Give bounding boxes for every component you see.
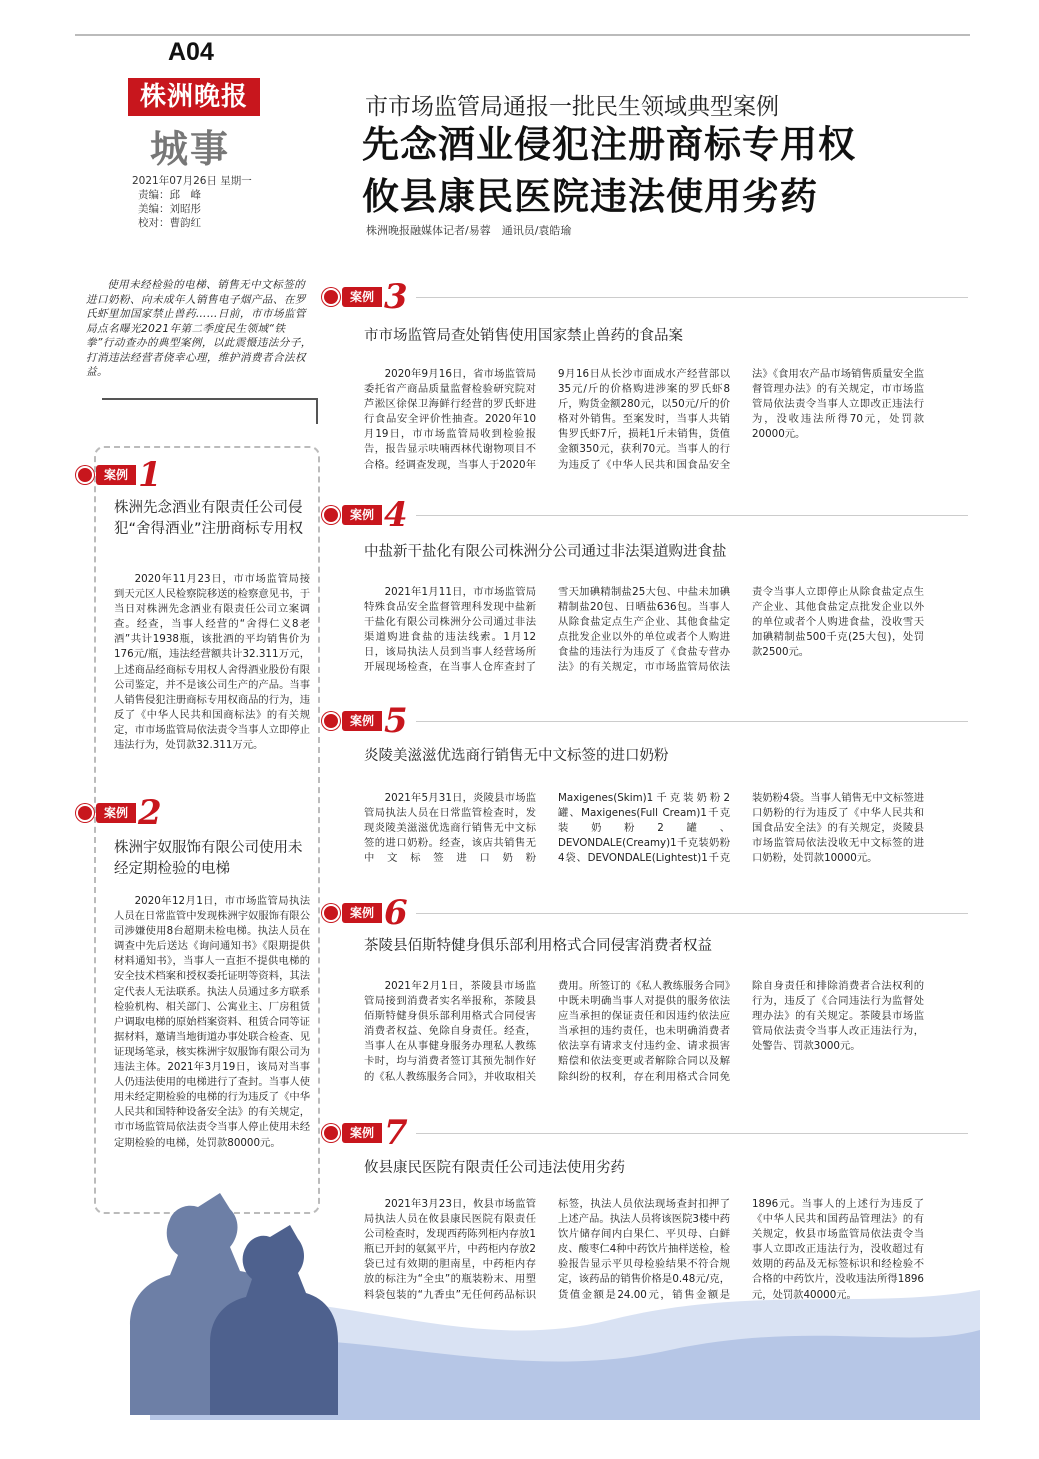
case-2 [76, 793, 316, 833]
case-rule [416, 721, 968, 722]
pin-icon [322, 712, 340, 730]
case-label: 案例 [342, 505, 382, 525]
case-number: 7 [384, 1113, 408, 1153]
case-5-body: 2021年5月31日，炎陵县市场监管局执法人员在日常监管检查时，发现炎陵美滋滋优选商行销售无中文标签的进口奶粉。经查，该店共销售无中文标签进口奶粉Maxigenes(Skim)1千克装奶粉2罐、Maxigenes(Full Cream)1千克装奶粉2罐、DEVONDALE(Creamy)1千克装奶粉4袋、DEVONDALE(Lightest)1千克装奶粉4袋。当事人销售无中文标签进口奶粉的行为违反了《中华人民共和国食品安全法》的有关规定，炎陵县市场监管局依法没收无中文标签的进口奶粉，处罚款10000元。 [364, 792, 924, 865]
case-6-body: 2021年2月1日，茶陵县市场监管局接到消费者实名举报称，茶陵县佰斯特健身俱乐部利用格式合同侵害消费者权益、免除自身责任。经查，当事人在从事健身服务办理私人教练卡时，均与消费者签订其预先制作好的《私人教练服务合同》，并收取相关费用。所签订的《私人教练服务合同》中既未明确当事人对提供的服务依法应当承担的保证责任和因违约依法应当承担的违约责任，也未明确消费者依法享有请求支付违约金、请求损害赔偿和依法变更或者解除合同以及解除纠纷的权利，存在利用格式合同免除自身责任和排除消费者合法权利的行为，违反了《合同违法行为监督处理办法》的有关规定。茶陵县市场监管局依法责令当事人改正违法行为，处警告、罚款3000元。 [364, 980, 924, 1083]
case-tag [322, 277, 968, 317]
pin-icon [322, 288, 340, 306]
article-headline [362, 119, 856, 223]
article-subtitle: 市市场监管局通报一批民生领域典型案例 [365, 94, 779, 120]
case-1-body: 2020年11月23日，市市场监管局接到天元区人民检察院移送的检察意见书，于当日对株洲先念酒业有限责任公司立案调查。经查，当事人经营的“舍得仁义8老酒”共计1938瓶，该批酒的平均销售价为176元/瓶，违法经营额共计32.311万元，上述商品经商标专用权人舍得酒业股份有限公司鉴定，并不是该公司生产的产品。当事人销售侵犯注册商标专用权商品的行为，违反了《中华人民共和国商标法》的有关规定，市市场监管局依法责令当事人立即停止违法行为，处罚款32.311万元。 [114, 573, 310, 752]
pin-icon [322, 506, 340, 524]
case-tag [322, 495, 968, 535]
intro-paragraph: 使用未经检验的电梯、销售无中文标签的进口奶粉、向未成年人销售电子烟产品、在罗氏虾里加国家禁止兽药……日前，市市场监管局点名曝光2021年第二季度民生领域“铁拳”行动查办的典型案例，以此震慑违法分子，打消违法经营者侥幸心理，维护消费者合法权益。 [86, 279, 312, 378]
case-2-body: 2020年12月1日，市市场监管局执法人员在日常监管中发现株洲宇奴服饰有限公司涉嫌使用8台超期未检电梯。执法人员在调查中先后送达《询问通知书》《限期提供材料通知书》，当事人一直拒不提供电梯的安全技术档案和授权委托证明等资料，其法定代表人无法联系。执法人员通过多方联系检验机构、相关部门、公寓业主、厂房租赁户调取电梯的原始档案资料、租赁合同等证据材料，邀请当地街道办事处联合检查、见证现场笔录，核实株洲宇奴服饰有限公司为违法主体。2021年3月19日，该局对当事人仍违法使用的电梯进行了查封。当事人使用未经定期检验的电梯的行为违反了《中华人民共和国特种设备安全法》的有关规定，市市场监管局依法责令当事人停止使用未经定期检验的电梯，处罚款80000元。 [114, 895, 310, 1149]
case-1-title: 株洲先念酒业有限责任公司侵犯“舍得酒业”注册商标专用权 [114, 500, 304, 537]
case-rule [416, 1133, 968, 1134]
pin-icon [76, 466, 94, 484]
proofreader: 校对：曹韵红 [138, 217, 201, 229]
saluting-police-silhouette [100, 1175, 340, 1415]
case-number: 1 [138, 455, 162, 495]
pin-icon [322, 904, 340, 922]
intro-rule [102, 398, 316, 400]
case-rule [416, 913, 968, 914]
case-tag [76, 455, 316, 495]
case-number: 4 [384, 495, 408, 535]
case-7-title: 攸县康民医院有限责任公司违法使用劣药 [364, 1160, 625, 1176]
case-number: 6 [384, 893, 408, 933]
byline: 株洲晚报融媒体记者/易蓉 通讯员/袁皓瑜 [366, 224, 572, 237]
case-number: 5 [384, 701, 408, 741]
case-tag [76, 793, 316, 833]
case-3 [322, 277, 968, 477]
case-tag [322, 893, 968, 933]
case-label: 案例 [342, 287, 382, 307]
issue-meta [132, 174, 252, 230]
case-6-title: 茶陵县佰斯特健身俱乐部利用格式合同侵害消费者权益 [364, 938, 712, 954]
headline-line-1: 先念酒业侵犯注册商标专用权 [362, 123, 856, 166]
intro-rule-tick [316, 398, 318, 424]
case-1 [76, 455, 316, 495]
case-tag [322, 1113, 968, 1153]
designer: 美编：刘昭彤 [138, 203, 201, 215]
case-number: 2 [138, 793, 162, 833]
case-label: 案例 [342, 711, 382, 731]
case-2-title: 株洲宇奴服饰有限公司使用未经定期检验的电梯 [114, 840, 303, 877]
headline-line-2: 攸县康民医院违法使用劣药 [362, 175, 818, 218]
case-4-body: 2021年1月11日，市市场监管局特殊食品安全监督管理科发现中盐新干盐化有限公司株洲分公司通过非法渠道购进食盐的违法线索。1月12日，该局执法人员到当事人经营场所开展现场检查，在当事人仓库查封了雪天加碘精制盐25大包、中盐未加碘精制盐20包、日晒盐636包。当事人从除食盐定点生产企业、其他食盐定点批发企业以外的单位或者个人购进食盐的违法行为违反了《食盐专营办法》的有关规定，市市场监管局依法责令当事人立即停止从除食盐定点生产企业、其他食盐定点批发企业以外的单位或者个人购进食盐，没收雪天加碘精制盐500千克(25大包)，处罚款2500元。 [364, 586, 924, 674]
case-label: 案例 [96, 803, 136, 823]
case-4 [322, 495, 968, 691]
issue-date: 2021年07月26日 星期一 [132, 175, 252, 187]
case-4-title: 中盐新干盐化有限公司株洲分公司通过非法渠道购进食盐 [364, 544, 727, 560]
case-6 [322, 893, 968, 1103]
case-7-body: 2021年3月23日，攸县市场监管局执法人员在攸县康民医院有限责任公司检查时，发现西药陈列柜内存放1瓶已开封的氨氮平片，中药柜内存放2袋已过有效期的胆南星，中药柜内存放的标注为“全虫”的瓶装粉末、用塑料袋包装的“九香虫”无任何药品标识标签，执法人员依法现场查封扣押了上述产品。执法人员将该医院3楼中药饮片储存间内白果仁、平贝母、白鲜皮、酸枣仁4种中药饮片抽样送检，检验报告显示平贝母检验结果不符合规定，该药品的销售价格是0.48元/克，货值金额是24.00元，销售金额是1896元。当事人的上述行为违反了《中华人民共和国药品管理法》的有关规定，攸县市场监管局依法责令当事人立即改正违法行为，没收超过有效期的药品及无标签标识和经检验不合格的中药饮片，没收违法所得1896元，处罚款40000元。 [364, 1198, 924, 1301]
case-label: 案例 [342, 903, 382, 923]
case-tag [322, 701, 968, 741]
pin-icon [76, 804, 94, 822]
editor: 责编：邱 峰 [138, 189, 201, 201]
pin-icon [322, 1124, 340, 1142]
page-number: A04 [168, 38, 214, 66]
section-name: 城事 [150, 126, 231, 171]
top-rule [75, 34, 970, 36]
case-label: 案例 [342, 1123, 382, 1143]
newspaper-logo: 株洲晚报 [128, 78, 260, 116]
case-label: 案例 [96, 465, 136, 485]
case-number: 3 [384, 277, 408, 317]
case-rule [416, 297, 968, 298]
case-3-body: 2020年9月16日，省市场监管局委托省产商品质量监督检验研究院对芦淞区徐保卫海鲜行经营的罗氏虾进行食品安全评价性抽查。2020年10月19日，市市场监管局收到检验报告，报告显示呋喃西林代谢物项目不合格。经调查发现，当事人于2020年9月16日从长沙市面成水产经营部以35元/斤的价格购进涉案的罗氏虾8斤，购货金额280元，以50元/斤的价格对外销售。至案发时，当事人共销售罗氏虾7斤，损耗1斤未销售，货值金额350元，获利70元。当事人的行为违反了《中华人民共和国食品安全法》《食用农产品市场销售质量安全监督管理办法》的有关规定，市市场监管局依法责令当事人立即改正违法行为，没收违法所得70元，处罚款20000元。 [364, 368, 924, 471]
case-5-title: 炎陵美滋滋优选商行销售无中文标签的进口奶粉 [364, 748, 669, 764]
case-5 [322, 701, 968, 883]
case-3-title: 市市场监管局查处销售使用国家禁止兽药的食品案 [364, 328, 683, 344]
case-rule [416, 515, 968, 516]
